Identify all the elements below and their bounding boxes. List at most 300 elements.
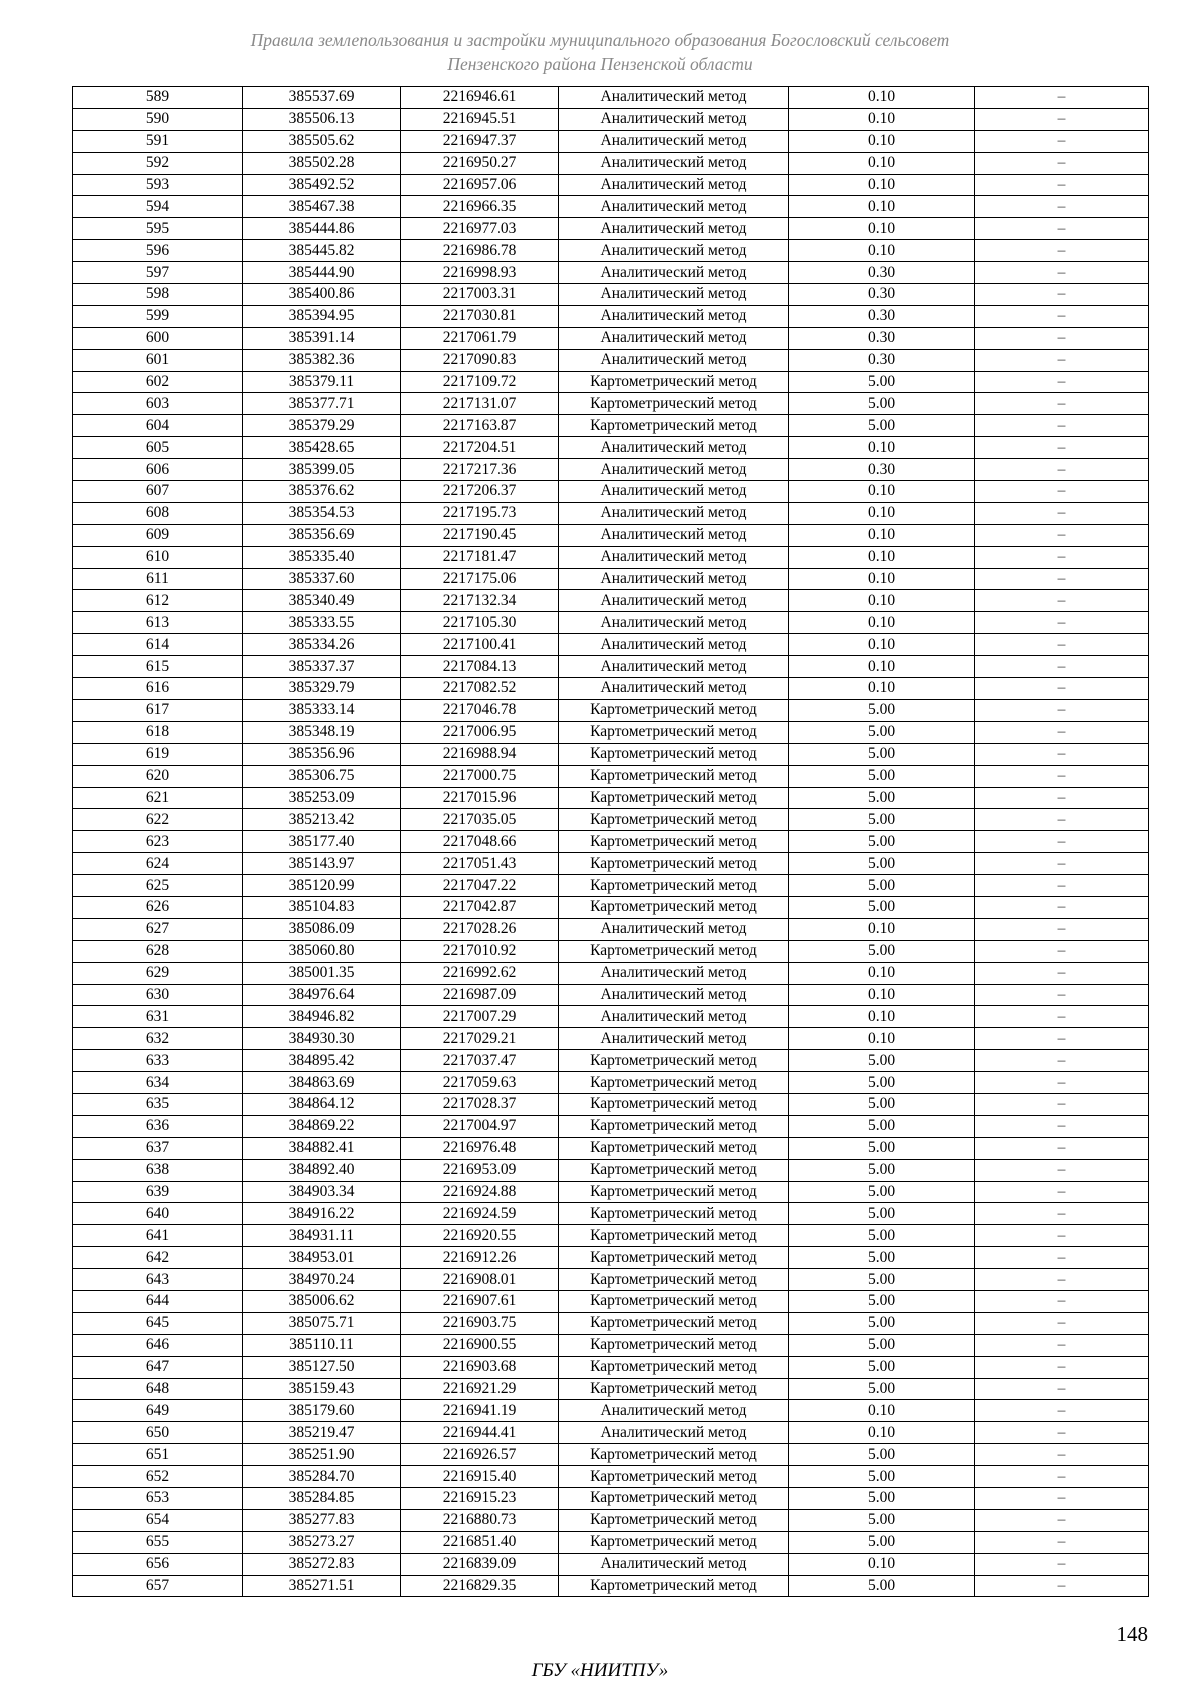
accuracy-cell: 0.10 [789, 984, 975, 1006]
y-coordinate-cell: 2217084.13 [401, 656, 559, 678]
accuracy-cell: 5.00 [789, 393, 975, 415]
accuracy-cell: 5.00 [789, 1093, 975, 1115]
accuracy-cell: 5.00 [789, 787, 975, 809]
accuracy-cell: 5.00 [789, 1531, 975, 1553]
point-number-cell: 633 [73, 1050, 243, 1072]
description-cell: – [975, 371, 1149, 393]
point-number-cell: 621 [73, 787, 243, 809]
x-coordinate-cell: 384931.11 [243, 1225, 401, 1247]
table-row [73, 1356, 1149, 1378]
description-cell: – [975, 699, 1149, 721]
y-coordinate-cell: 2216915.40 [401, 1466, 559, 1488]
y-coordinate-cell: 2217006.95 [401, 721, 559, 743]
method-cell: Аналитический метод [559, 612, 789, 634]
description-cell: – [975, 87, 1149, 109]
description-cell: – [975, 1247, 1149, 1269]
table-row [73, 568, 1149, 590]
table-row [73, 1093, 1149, 1115]
x-coordinate-cell: 385253.09 [243, 787, 401, 809]
accuracy-cell: 5.00 [789, 1269, 975, 1291]
y-coordinate-cell: 2216957.06 [401, 174, 559, 196]
description-cell: – [975, 809, 1149, 831]
x-coordinate-cell: 384916.22 [243, 1203, 401, 1225]
y-coordinate-cell: 2216953.09 [401, 1159, 559, 1181]
point-number-cell: 631 [73, 1006, 243, 1028]
description-cell: – [975, 984, 1149, 1006]
accuracy-cell: 0.30 [789, 327, 975, 349]
accuracy-cell: 5.00 [789, 1466, 975, 1488]
description-cell: – [975, 1488, 1149, 1510]
accuracy-cell: 5.00 [789, 765, 975, 787]
description-cell: – [975, 721, 1149, 743]
method-cell: Аналитический метод [559, 196, 789, 218]
point-number-cell: 609 [73, 524, 243, 546]
method-cell: Аналитический метод [559, 130, 789, 152]
x-coordinate-cell: 385284.85 [243, 1488, 401, 1510]
method-cell: Картометрический метод [559, 371, 789, 393]
description-cell: – [975, 1531, 1149, 1553]
x-coordinate-cell: 385377.71 [243, 393, 401, 415]
point-number-cell: 627 [73, 918, 243, 940]
point-number-cell: 651 [73, 1444, 243, 1466]
y-coordinate-cell: 2216941.19 [401, 1400, 559, 1422]
point-number-cell: 592 [73, 152, 243, 174]
accuracy-cell: 5.00 [789, 1225, 975, 1247]
y-coordinate-cell: 2217030.81 [401, 305, 559, 327]
y-coordinate-cell: 2216926.57 [401, 1444, 559, 1466]
accuracy-cell: 5.00 [789, 1444, 975, 1466]
point-number-cell: 613 [73, 612, 243, 634]
description-cell: – [975, 240, 1149, 262]
y-coordinate-cell: 2216944.41 [401, 1422, 559, 1444]
y-coordinate-cell: 2217037.47 [401, 1050, 559, 1072]
table-row [73, 349, 1149, 371]
method-cell: Картометрический метод [559, 1247, 789, 1269]
description-cell: – [975, 218, 1149, 240]
table-row [73, 196, 1149, 218]
point-number-cell: 624 [73, 853, 243, 875]
x-coordinate-cell: 385356.69 [243, 524, 401, 546]
point-number-cell: 614 [73, 634, 243, 656]
y-coordinate-cell: 2217035.05 [401, 809, 559, 831]
y-coordinate-cell: 2217181.47 [401, 546, 559, 568]
method-cell: Картометрический метод [559, 940, 789, 962]
method-cell: Картометрический метод [559, 1531, 789, 1553]
method-cell: Картометрический метод [559, 1225, 789, 1247]
accuracy-cell: 0.10 [789, 152, 975, 174]
point-number-cell: 647 [73, 1356, 243, 1378]
description-cell: – [975, 875, 1149, 897]
y-coordinate-cell: 2216977.03 [401, 218, 559, 240]
x-coordinate-cell: 385219.47 [243, 1422, 401, 1444]
accuracy-cell: 0.30 [789, 284, 975, 306]
accuracy-cell: 5.00 [789, 1203, 975, 1225]
y-coordinate-cell: 2216976.48 [401, 1137, 559, 1159]
accuracy-cell: 0.30 [789, 349, 975, 371]
description-cell: – [975, 1203, 1149, 1225]
accuracy-cell: 5.00 [789, 415, 975, 437]
x-coordinate-cell: 385382.36 [243, 349, 401, 371]
y-coordinate-cell: 2217204.51 [401, 437, 559, 459]
method-cell: Картометрический метод [559, 1466, 789, 1488]
x-coordinate-cell: 384953.01 [243, 1247, 401, 1269]
point-number-cell: 590 [73, 108, 243, 130]
y-coordinate-cell: 2217028.26 [401, 918, 559, 940]
x-coordinate-cell: 384864.12 [243, 1093, 401, 1115]
x-coordinate-cell: 385379.11 [243, 371, 401, 393]
description-cell: – [975, 743, 1149, 765]
method-cell: Картометрический метод [559, 1269, 789, 1291]
point-number-cell: 641 [73, 1225, 243, 1247]
method-cell: Картометрический метод [559, 765, 789, 787]
table-row [73, 1269, 1149, 1291]
point-number-cell: 634 [73, 1072, 243, 1094]
description-cell: – [975, 656, 1149, 678]
x-coordinate-cell: 385337.37 [243, 656, 401, 678]
accuracy-cell: 0.10 [789, 656, 975, 678]
accuracy-cell: 5.00 [789, 831, 975, 853]
accuracy-cell: 0.30 [789, 305, 975, 327]
method-cell: Аналитический метод [559, 481, 789, 503]
table-row [73, 1312, 1149, 1334]
description-cell: – [975, 130, 1149, 152]
x-coordinate-cell: 385143.97 [243, 853, 401, 875]
x-coordinate-cell: 385505.62 [243, 130, 401, 152]
x-coordinate-cell: 385120.99 [243, 875, 401, 897]
table-row [73, 1028, 1149, 1050]
y-coordinate-cell: 2216950.27 [401, 152, 559, 174]
method-cell: Аналитический метод [559, 568, 789, 590]
method-cell: Картометрический метод [559, 393, 789, 415]
accuracy-cell: 5.00 [789, 1575, 975, 1597]
table-row [73, 327, 1149, 349]
description-cell: – [975, 1050, 1149, 1072]
x-coordinate-cell: 385159.43 [243, 1378, 401, 1400]
description-cell: – [975, 1356, 1149, 1378]
y-coordinate-cell: 2216880.73 [401, 1509, 559, 1531]
method-cell: Картометрический метод [559, 831, 789, 853]
description-cell: – [975, 502, 1149, 524]
description-cell: – [975, 481, 1149, 503]
table-row [73, 393, 1149, 415]
table-row [73, 87, 1149, 109]
accuracy-cell: 0.10 [789, 546, 975, 568]
point-number-cell: 602 [73, 371, 243, 393]
accuracy-cell: 0.10 [789, 1553, 975, 1575]
table-row [73, 1181, 1149, 1203]
accuracy-cell: 5.00 [789, 1072, 975, 1094]
page-header [0, 28, 1200, 76]
description-cell: – [975, 437, 1149, 459]
x-coordinate-cell: 385502.28 [243, 152, 401, 174]
table-row [73, 787, 1149, 809]
x-coordinate-cell: 385354.53 [243, 502, 401, 524]
y-coordinate-cell: 2217029.21 [401, 1028, 559, 1050]
point-number-cell: 604 [73, 415, 243, 437]
x-coordinate-cell: 385272.83 [243, 1553, 401, 1575]
method-cell: Аналитический метод [559, 1006, 789, 1028]
accuracy-cell: 5.00 [789, 699, 975, 721]
point-number-cell: 608 [73, 502, 243, 524]
method-cell: Аналитический метод [559, 459, 789, 481]
x-coordinate-cell: 384946.82 [243, 1006, 401, 1028]
method-cell: Аналитический метод [559, 918, 789, 940]
point-number-cell: 619 [73, 743, 243, 765]
y-coordinate-cell: 2217046.78 [401, 699, 559, 721]
description-cell: – [975, 1290, 1149, 1312]
accuracy-cell: 5.00 [789, 1159, 975, 1181]
point-number-cell: 620 [73, 765, 243, 787]
x-coordinate-cell: 385006.62 [243, 1290, 401, 1312]
table-row [73, 853, 1149, 875]
table-row [73, 743, 1149, 765]
table-row [73, 130, 1149, 152]
accuracy-cell: 0.10 [789, 1028, 975, 1050]
accuracy-cell: 0.10 [789, 87, 975, 109]
point-number-cell: 652 [73, 1466, 243, 1488]
accuracy-cell: 0.10 [789, 174, 975, 196]
y-coordinate-cell: 2217082.52 [401, 678, 559, 700]
x-coordinate-cell: 385333.14 [243, 699, 401, 721]
accuracy-cell: 0.10 [789, 634, 975, 656]
y-coordinate-cell: 2217217.36 [401, 459, 559, 481]
accuracy-cell: 0.10 [789, 437, 975, 459]
point-number-cell: 591 [73, 130, 243, 152]
point-number-cell: 617 [73, 699, 243, 721]
description-cell: – [975, 1072, 1149, 1094]
point-number-cell: 605 [73, 437, 243, 459]
x-coordinate-cell: 385492.52 [243, 174, 401, 196]
y-coordinate-cell: 2217000.75 [401, 765, 559, 787]
description-cell: – [975, 787, 1149, 809]
method-cell: Аналитический метод [559, 590, 789, 612]
table-row [73, 1466, 1149, 1488]
point-number-cell: 597 [73, 262, 243, 284]
description-cell: – [975, 962, 1149, 984]
method-cell: Картометрический метод [559, 1444, 789, 1466]
description-cell: – [975, 305, 1149, 327]
y-coordinate-cell: 2216946.61 [401, 87, 559, 109]
description-cell: – [975, 1115, 1149, 1137]
accuracy-cell: 0.10 [789, 962, 975, 984]
accuracy-cell: 5.00 [789, 896, 975, 918]
point-number-cell: 607 [73, 481, 243, 503]
table-row [73, 240, 1149, 262]
x-coordinate-cell: 384930.30 [243, 1028, 401, 1050]
point-number-cell: 594 [73, 196, 243, 218]
accuracy-cell: 5.00 [789, 1312, 975, 1334]
method-cell: Картометрический метод [559, 1159, 789, 1181]
x-coordinate-cell: 385444.90 [243, 262, 401, 284]
x-coordinate-cell: 385177.40 [243, 831, 401, 853]
accuracy-cell: 0.10 [789, 130, 975, 152]
method-cell: Аналитический метод [559, 262, 789, 284]
accuracy-cell: 0.10 [789, 108, 975, 130]
y-coordinate-cell: 2216839.09 [401, 1553, 559, 1575]
table-row [73, 546, 1149, 568]
table-row [73, 875, 1149, 897]
table-row [73, 371, 1149, 393]
accuracy-cell: 0.30 [789, 262, 975, 284]
accuracy-cell: 5.00 [789, 809, 975, 831]
x-coordinate-cell: 385444.86 [243, 218, 401, 240]
accuracy-cell: 5.00 [789, 853, 975, 875]
method-cell: Картометрический метод [559, 1050, 789, 1072]
method-cell: Картометрический метод [559, 1378, 789, 1400]
point-number-cell: 600 [73, 327, 243, 349]
accuracy-cell: 0.10 [789, 612, 975, 634]
y-coordinate-cell: 2217048.66 [401, 831, 559, 853]
y-coordinate-cell: 2217105.30 [401, 612, 559, 634]
method-cell: Аналитический метод [559, 349, 789, 371]
table-row [73, 809, 1149, 831]
method-cell: Картометрический метод [559, 896, 789, 918]
method-cell: Картометрический метод [559, 1181, 789, 1203]
accuracy-cell: 5.00 [789, 940, 975, 962]
method-cell: Картометрический метод [559, 1509, 789, 1531]
table-row [73, 721, 1149, 743]
accuracy-cell: 0.10 [789, 918, 975, 940]
description-cell: – [975, 1334, 1149, 1356]
table-row [73, 284, 1149, 306]
table-row [73, 218, 1149, 240]
x-coordinate-cell: 384970.24 [243, 1269, 401, 1291]
y-coordinate-cell: 2216829.35 [401, 1575, 559, 1597]
x-coordinate-cell: 384903.34 [243, 1181, 401, 1203]
point-number-cell: 645 [73, 1312, 243, 1334]
x-coordinate-cell: 385110.11 [243, 1334, 401, 1356]
point-number-cell: 640 [73, 1203, 243, 1225]
point-number-cell: 654 [73, 1509, 243, 1531]
x-coordinate-cell: 385127.50 [243, 1356, 401, 1378]
table-row [73, 1159, 1149, 1181]
description-cell: – [975, 1028, 1149, 1050]
point-number-cell: 656 [73, 1553, 243, 1575]
table-row [73, 656, 1149, 678]
point-number-cell: 644 [73, 1290, 243, 1312]
point-number-cell: 603 [73, 393, 243, 415]
point-number-cell: 593 [73, 174, 243, 196]
description-cell: – [975, 896, 1149, 918]
method-cell: Аналитический метод [559, 108, 789, 130]
table-row [73, 612, 1149, 634]
method-cell: Аналитический метод [559, 218, 789, 240]
table-row [73, 634, 1149, 656]
point-number-cell: 635 [73, 1093, 243, 1115]
x-coordinate-cell: 385273.27 [243, 1531, 401, 1553]
table-row [73, 1400, 1149, 1422]
header-line-2: Пензенского района Пензенской области [447, 54, 753, 74]
accuracy-cell: 0.10 [789, 568, 975, 590]
table-row [73, 1006, 1149, 1028]
description-cell: – [975, 1400, 1149, 1422]
method-cell: Картометрический метод [559, 1356, 789, 1378]
accuracy-cell: 0.10 [789, 502, 975, 524]
accuracy-cell: 5.00 [789, 1378, 975, 1400]
method-cell: Аналитический метод [559, 1422, 789, 1444]
table-row [73, 1422, 1149, 1444]
description-cell: – [975, 284, 1149, 306]
y-coordinate-cell: 2217061.79 [401, 327, 559, 349]
description-cell: – [975, 108, 1149, 130]
table-row [73, 262, 1149, 284]
accuracy-cell: 0.10 [789, 1006, 975, 1028]
method-cell: Картометрический метод [559, 1312, 789, 1334]
table-row [73, 459, 1149, 481]
description-cell: – [975, 349, 1149, 371]
y-coordinate-cell: 2217100.41 [401, 634, 559, 656]
x-coordinate-cell: 385400.86 [243, 284, 401, 306]
method-cell: Картометрический метод [559, 699, 789, 721]
x-coordinate-cell: 384976.64 [243, 984, 401, 1006]
table-row [73, 1531, 1149, 1553]
point-number-cell: 589 [73, 87, 243, 109]
x-coordinate-cell: 385337.60 [243, 568, 401, 590]
point-number-cell: 653 [73, 1488, 243, 1510]
x-coordinate-cell: 385333.55 [243, 612, 401, 634]
point-number-cell: 599 [73, 305, 243, 327]
point-number-cell: 596 [73, 240, 243, 262]
table-row [73, 962, 1149, 984]
point-number-cell: 595 [73, 218, 243, 240]
x-coordinate-cell: 385340.49 [243, 590, 401, 612]
y-coordinate-cell: 2217195.73 [401, 502, 559, 524]
y-coordinate-cell: 2217010.92 [401, 940, 559, 962]
point-number-cell: 616 [73, 678, 243, 700]
point-number-cell: 655 [73, 1531, 243, 1553]
method-cell: Аналитический метод [559, 284, 789, 306]
y-coordinate-cell: 2216988.94 [401, 743, 559, 765]
method-cell: Аналитический метод [559, 174, 789, 196]
description-cell: – [975, 634, 1149, 656]
description-cell: – [975, 1575, 1149, 1597]
table-row [73, 1553, 1149, 1575]
description-cell: – [975, 459, 1149, 481]
table-row [73, 678, 1149, 700]
method-cell: Аналитический метод [559, 437, 789, 459]
table-row [73, 1488, 1149, 1510]
x-coordinate-cell: 385537.69 [243, 87, 401, 109]
x-coordinate-cell: 385335.40 [243, 546, 401, 568]
method-cell: Картометрический метод [559, 1488, 789, 1510]
description-cell: – [975, 415, 1149, 437]
table-row [73, 502, 1149, 524]
y-coordinate-cell: 2217007.29 [401, 1006, 559, 1028]
point-number-cell: 606 [73, 459, 243, 481]
coordinates-table-body [73, 87, 1149, 1597]
y-coordinate-cell: 2217042.87 [401, 896, 559, 918]
x-coordinate-cell: 385075.71 [243, 1312, 401, 1334]
method-cell: Картометрический метод [559, 1290, 789, 1312]
point-number-cell: 636 [73, 1115, 243, 1137]
accuracy-cell: 5.00 [789, 743, 975, 765]
point-number-cell: 650 [73, 1422, 243, 1444]
x-coordinate-cell: 385506.13 [243, 108, 401, 130]
x-coordinate-cell: 385394.95 [243, 305, 401, 327]
y-coordinate-cell: 2217003.31 [401, 284, 559, 306]
x-coordinate-cell: 385271.51 [243, 1575, 401, 1597]
table-row [73, 174, 1149, 196]
method-cell: Картометрический метод [559, 1072, 789, 1094]
accuracy-cell: 5.00 [789, 1137, 975, 1159]
point-number-cell: 642 [73, 1247, 243, 1269]
method-cell: Аналитический метод [559, 678, 789, 700]
x-coordinate-cell: 384882.41 [243, 1137, 401, 1159]
table-row [73, 1050, 1149, 1072]
y-coordinate-cell: 2216986.78 [401, 240, 559, 262]
table-row [73, 1509, 1149, 1531]
method-cell: Картометрический метод [559, 809, 789, 831]
